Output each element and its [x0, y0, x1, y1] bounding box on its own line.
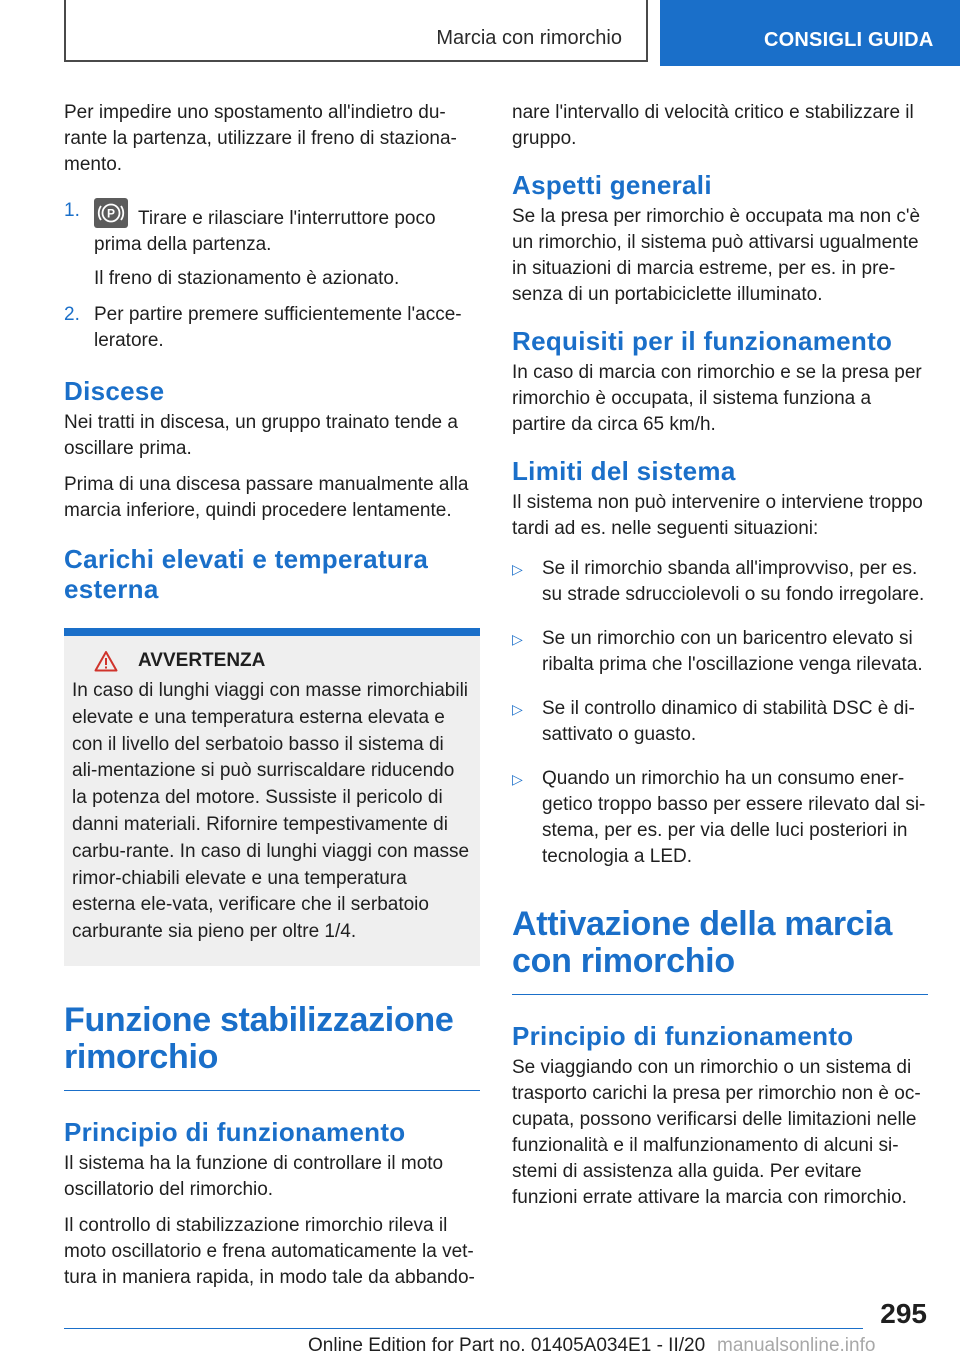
header-chapter-tab: CONSIGLI GUIDA	[660, 0, 960, 66]
bullet-triangle-icon: ▷	[512, 561, 523, 577]
step-number: 1.	[64, 200, 80, 221]
svg-text:P: P	[106, 206, 116, 221]
heading-stabilizzazione: Funzione stabilizzazione rimorchio	[64, 1000, 454, 1076]
bullet-triangle-icon: ▷	[512, 631, 523, 647]
page-header	[0, 0, 960, 66]
list-item	[512, 766, 928, 870]
heading-limiti: Limiti del sistema	[512, 456, 736, 486]
footer-edition: Online Edition for Part no. 01405A034E1 - II/20	[308, 1335, 706, 1356]
list-item	[512, 556, 928, 608]
step-number: 2.	[64, 304, 80, 325]
heading-aspetti: Aspetti generali	[512, 170, 712, 200]
stabilizzazione-paragraph-2: Il controllo di stabilizzazione rimorchio rileva il moto oscillatorio e frena automaticamente la vet-tura in maniera rapida, in modo tale da abbando-	[64, 1214, 475, 1288]
header-section-box	[64, 0, 648, 62]
heading-discese: Discese	[64, 376, 165, 406]
parking-brake-icon	[94, 198, 128, 228]
limiti-paragraph: Il sistema non può intervenire o interviene troppo tardi ad es. nelle seguenti situazioni:	[512, 492, 923, 539]
step-result: Il freno di stazionamento è azionato.	[94, 268, 400, 289]
aspetti-paragraph: Se la presa per rimorchio è occupata ma non c'è un rimorchio, il sistema può attivarsi ugualmente in situazioni di marcia estreme, per es. in pre-senza di un portabiciclette illuminato.	[512, 206, 921, 305]
section-rule	[64, 1090, 480, 1091]
warning-triangle-icon	[94, 650, 118, 672]
heading-requisiti: Requisiti per il funzionamento	[512, 326, 893, 356]
warning-title	[72, 650, 472, 672]
warning-text: In caso di lunghi viaggi con masse rimorchiabili elevate e una temperatura esterna elevata e con il livello del serbatoio basso il sistema di ali-mentazione si può surriscaldare riducendo la potenza del motore. Sussiste il pericolo di danni materiali. Rifornire tempestivamente di carbu-rante. In caso di lunghi viaggi con masse rimor-chiabili elevate e una temperatura esterna ele-vata, verificare che il serbatoio carburante sia pieno per oltre 1/4.	[72, 680, 470, 943]
attivazione-paragraph: Se viaggiando con un rimorchio o un sistema di trasporto carichi la presa per rimorchio non è oc-cupata, possono verificarsi delle limitazioni nelle funzionalità e il malfunzionamento di alcuni si-stemi di assistenza alla guida. Per evitare funzioni errate attivare la marcia con rimorchio.	[512, 1057, 921, 1208]
header-section-title: Marcia con rimorchio	[436, 27, 622, 49]
right-column	[512, 100, 928, 1221]
footer-rule	[64, 1328, 863, 1329]
step-text: Tirare e rilasciare l'interruttore poco prima della partenza.	[94, 208, 436, 255]
heading-principio: Principio di funzionamento	[64, 1116, 406, 1147]
warning-box	[64, 636, 480, 966]
bullet-triangle-icon: ▷	[512, 701, 523, 717]
footer-watermark: manualsonline.info	[717, 1335, 876, 1356]
section-rule	[512, 994, 928, 995]
intro-paragraph: Per impedire uno spostamento all'indietro du-rante la partenza, utilizzare il freno di staziona-mento.	[64, 102, 457, 175]
requisiti-paragraph: In caso di marcia con rimorchio e se la presa per rimorchio è occupata, il sistema funziona a partire da circa 65 km/h.	[512, 362, 922, 435]
heading-principio-attivazione: Principio di funzionamento	[512, 1021, 854, 1051]
left-column	[64, 100, 480, 1301]
list-item	[512, 626, 928, 678]
step-text: Per partire premere sufficientemente l'acce-leratore.	[94, 304, 462, 351]
list-item-text: Se un rimorchio con un baricentro elevato si ribalta prima che l'oscillazione venga rilevata.	[542, 628, 923, 675]
discese-paragraph-1: Nei tratti in discesa, un gruppo trainato tende a oscillare prima.	[64, 412, 458, 459]
list-item-text: Se il controllo dinamico di stabilità DSC è di-sattivato o guasto.	[542, 698, 915, 745]
heading-carichi: Carichi elevati e temperatura esterna	[64, 544, 429, 604]
list-item	[512, 696, 928, 748]
stabilizzazione-paragraph-1: Il sistema ha la funzione di controllare il moto oscillatorio del rimorchio.	[64, 1152, 444, 1200]
page-number: 295	[880, 1298, 927, 1329]
step-text-line	[94, 198, 480, 258]
list-item-text: Se il rimorchio sbanda all'improvviso, per es. su strade sdrucciolevoli o su fondo irregolare.	[542, 558, 925, 605]
warning-title-text: AVVERTENZA	[138, 650, 266, 671]
step-1	[64, 198, 480, 292]
warning-top-bar	[64, 628, 480, 636]
continued-paragraph: nare l'intervallo di velocità critico e stabilizzare il gruppo.	[512, 102, 914, 149]
list-item-text: Quando un rimorchio ha un consumo ener-getico troppo basso per essere rilevato dal si-stema, per es. per via delle luci posteriori in tecnologia a LED.	[542, 768, 926, 867]
heading-attivazione: Attivazione della marcia con rimorchio	[512, 905, 893, 980]
discese-paragraph-2: Prima di una discesa passare manualmente alla marcia inferiore, quindi procedere lentamente.	[64, 474, 469, 521]
step-2	[64, 302, 480, 354]
bullet-triangle-icon: ▷	[512, 771, 523, 787]
